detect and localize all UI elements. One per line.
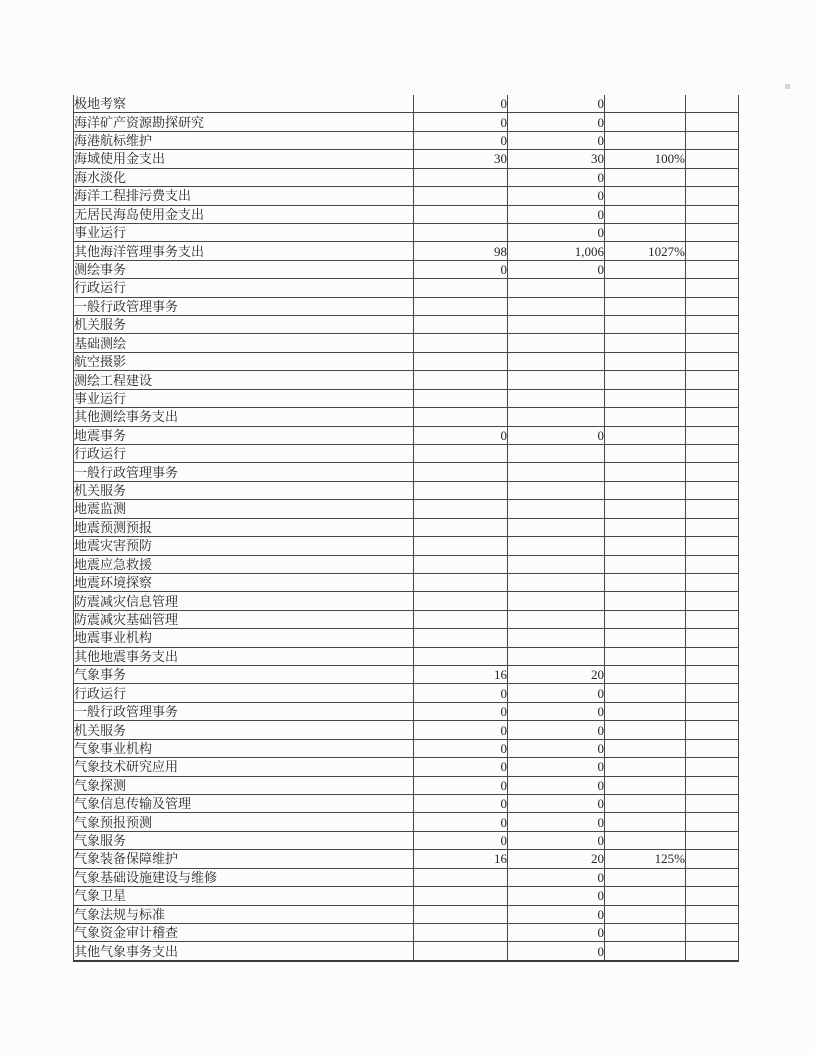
ratio-cell bbox=[605, 887, 686, 905]
ratio-cell bbox=[605, 739, 686, 757]
value1-cell bbox=[414, 408, 508, 426]
empty-cell bbox=[686, 168, 739, 186]
table-row bbox=[74, 666, 739, 684]
empty-cell bbox=[686, 297, 739, 315]
value1-cell bbox=[414, 279, 508, 297]
budget-table-body bbox=[74, 95, 739, 961]
table-row bbox=[74, 371, 739, 389]
value1-cell bbox=[414, 610, 508, 628]
empty-cell bbox=[686, 95, 739, 113]
ratio-cell bbox=[605, 721, 686, 739]
table-row bbox=[74, 205, 739, 223]
row-label-cell: 其他地震事务支出 bbox=[74, 647, 414, 665]
row-label-cell: 气象事业机构 bbox=[74, 739, 414, 757]
table-row bbox=[74, 150, 739, 168]
empty-cell bbox=[686, 758, 739, 776]
ratio-cell bbox=[605, 168, 686, 186]
row-label-cell: 地震环境探察 bbox=[74, 573, 414, 591]
table-row bbox=[74, 168, 739, 186]
value2-cell bbox=[508, 481, 605, 499]
value1-cell bbox=[414, 537, 508, 555]
empty-cell bbox=[686, 187, 739, 205]
row-label-cell: 测绘事务 bbox=[74, 260, 414, 278]
empty-cell bbox=[686, 721, 739, 739]
row-label-cell: 气象装备保障维护 bbox=[74, 850, 414, 868]
value2-cell bbox=[508, 610, 605, 628]
row-label-cell: 气象法规与标准 bbox=[74, 905, 414, 923]
value2-cell: 0 bbox=[508, 684, 605, 702]
empty-cell bbox=[686, 555, 739, 573]
value2-cell bbox=[508, 463, 605, 481]
table-row bbox=[74, 610, 739, 628]
row-label-cell: 地震应急救援 bbox=[74, 555, 414, 573]
empty-cell bbox=[686, 131, 739, 149]
value2-cell: 0 bbox=[508, 923, 605, 941]
value1-cell: 16 bbox=[414, 850, 508, 868]
ratio-cell bbox=[605, 555, 686, 573]
table-row bbox=[74, 905, 739, 923]
value1-cell bbox=[414, 205, 508, 223]
row-label-cell: 一般行政管理事务 bbox=[74, 463, 414, 481]
value2-cell: 0 bbox=[508, 113, 605, 131]
value2-cell bbox=[508, 647, 605, 665]
value1-cell bbox=[414, 334, 508, 352]
value2-cell: 0 bbox=[508, 131, 605, 149]
ratio-cell bbox=[605, 371, 686, 389]
empty-cell bbox=[686, 666, 739, 684]
value2-cell: 0 bbox=[508, 721, 605, 739]
table-row bbox=[74, 813, 739, 831]
ratio-cell bbox=[605, 334, 686, 352]
table-row bbox=[74, 573, 739, 591]
value2-cell bbox=[508, 316, 605, 334]
value1-cell bbox=[414, 629, 508, 647]
value2-cell: 0 bbox=[508, 702, 605, 720]
row-label-cell: 其他测绘事务支出 bbox=[74, 408, 414, 426]
ratio-cell bbox=[605, 573, 686, 591]
value2-cell bbox=[508, 297, 605, 315]
empty-cell bbox=[686, 352, 739, 370]
row-label-cell: 机关服务 bbox=[74, 721, 414, 739]
ratio-cell bbox=[605, 131, 686, 149]
empty-cell bbox=[686, 316, 739, 334]
value1-cell: 0 bbox=[414, 739, 508, 757]
ratio-cell bbox=[605, 923, 686, 941]
value1-cell bbox=[414, 187, 508, 205]
table-row bbox=[74, 463, 739, 481]
value1-cell bbox=[414, 389, 508, 407]
value1-cell: 0 bbox=[414, 426, 508, 444]
value2-cell: 0 bbox=[508, 795, 605, 813]
value2-cell: 0 bbox=[508, 758, 605, 776]
table-row bbox=[74, 297, 739, 315]
value2-cell bbox=[508, 500, 605, 518]
empty-cell bbox=[686, 260, 739, 278]
ratio-cell bbox=[605, 279, 686, 297]
value1-cell: 0 bbox=[414, 831, 508, 849]
value1-cell: 0 bbox=[414, 813, 508, 831]
table-row bbox=[74, 795, 739, 813]
ratio-cell bbox=[605, 223, 686, 241]
table-row bbox=[74, 555, 739, 573]
row-label-cell: 气象预报预测 bbox=[74, 813, 414, 831]
value1-cell bbox=[414, 445, 508, 463]
value1-cell bbox=[414, 905, 508, 923]
value1-cell: 0 bbox=[414, 113, 508, 131]
value1-cell: 0 bbox=[414, 95, 508, 113]
row-label-cell: 行政运行 bbox=[74, 279, 414, 297]
table-row bbox=[74, 95, 739, 113]
ratio-cell bbox=[605, 831, 686, 849]
ratio-cell bbox=[605, 647, 686, 665]
empty-cell bbox=[686, 610, 739, 628]
row-label-cell: 海港航标维护 bbox=[74, 131, 414, 149]
value1-cell: 0 bbox=[414, 776, 508, 794]
ratio-cell bbox=[605, 352, 686, 370]
value1-cell bbox=[414, 168, 508, 186]
table-row bbox=[74, 260, 739, 278]
empty-cell bbox=[686, 445, 739, 463]
value1-cell bbox=[414, 647, 508, 665]
value1-cell bbox=[414, 868, 508, 886]
table-row bbox=[74, 187, 739, 205]
value1-cell bbox=[414, 592, 508, 610]
value1-cell bbox=[414, 887, 508, 905]
value2-cell: 0 bbox=[508, 426, 605, 444]
ratio-cell bbox=[605, 518, 686, 536]
value1-cell bbox=[414, 923, 508, 941]
table-row bbox=[74, 334, 739, 352]
ratio-cell bbox=[605, 316, 686, 334]
ratio-cell bbox=[605, 297, 686, 315]
empty-cell bbox=[686, 592, 739, 610]
table-row bbox=[74, 408, 739, 426]
ratio-cell bbox=[605, 408, 686, 426]
table-row bbox=[74, 279, 739, 297]
value1-cell bbox=[414, 297, 508, 315]
empty-cell bbox=[686, 150, 739, 168]
value2-cell bbox=[508, 334, 605, 352]
empty-cell bbox=[686, 831, 739, 849]
ratio-cell: 125% bbox=[605, 850, 686, 868]
ratio-cell bbox=[605, 702, 686, 720]
table-row bbox=[74, 721, 739, 739]
row-label-cell: 事业运行 bbox=[74, 389, 414, 407]
value2-cell bbox=[508, 592, 605, 610]
ratio-cell: 1027% bbox=[605, 242, 686, 260]
value2-cell: 0 bbox=[508, 187, 605, 205]
value1-cell: 16 bbox=[414, 666, 508, 684]
value2-cell: 20 bbox=[508, 666, 605, 684]
ratio-cell bbox=[605, 592, 686, 610]
ratio-cell bbox=[605, 260, 686, 278]
value2-cell: 0 bbox=[508, 776, 605, 794]
row-label-cell: 气象基础设施建设与维修 bbox=[74, 868, 414, 886]
value1-cell bbox=[414, 500, 508, 518]
ratio-cell bbox=[605, 629, 686, 647]
value1-cell bbox=[414, 371, 508, 389]
value1-cell bbox=[414, 573, 508, 591]
value2-cell: 0 bbox=[508, 260, 605, 278]
row-label-cell: 海水淡化 bbox=[74, 168, 414, 186]
table-row bbox=[74, 518, 739, 536]
table-row bbox=[74, 316, 739, 334]
table-row bbox=[74, 758, 739, 776]
table-row bbox=[74, 389, 739, 407]
empty-cell bbox=[686, 795, 739, 813]
ratio-cell bbox=[605, 666, 686, 684]
ratio-cell bbox=[605, 813, 686, 831]
row-label-cell: 无居民海岛使用金支出 bbox=[74, 205, 414, 223]
value2-cell: 30 bbox=[508, 150, 605, 168]
row-label-cell: 极地考察 bbox=[74, 95, 414, 113]
row-label-cell: 海洋矿产资源勘探研究 bbox=[74, 113, 414, 131]
empty-cell bbox=[686, 518, 739, 536]
value2-cell bbox=[508, 555, 605, 573]
table-row bbox=[74, 629, 739, 647]
table-row bbox=[74, 481, 739, 499]
value2-cell: 20 bbox=[508, 850, 605, 868]
row-label-cell: 地震预测预报 bbox=[74, 518, 414, 536]
empty-cell bbox=[686, 573, 739, 591]
value1-cell: 98 bbox=[414, 242, 508, 260]
value2-cell bbox=[508, 518, 605, 536]
empty-cell bbox=[686, 905, 739, 923]
row-label-cell: 防震减灾信息管理 bbox=[74, 592, 414, 610]
value2-cell: 0 bbox=[508, 813, 605, 831]
value1-cell bbox=[414, 555, 508, 573]
empty-cell bbox=[686, 813, 739, 831]
row-label-cell: 地震事务 bbox=[74, 426, 414, 444]
table-row bbox=[74, 868, 739, 886]
empty-cell bbox=[686, 426, 739, 444]
ratio-cell bbox=[605, 537, 686, 555]
ratio-cell bbox=[605, 389, 686, 407]
value2-cell bbox=[508, 389, 605, 407]
empty-cell bbox=[686, 629, 739, 647]
empty-cell bbox=[686, 389, 739, 407]
value1-cell bbox=[414, 942, 508, 961]
table-row bbox=[74, 887, 739, 905]
ratio-cell bbox=[605, 684, 686, 702]
row-label-cell: 行政运行 bbox=[74, 684, 414, 702]
row-label-cell: 机关服务 bbox=[74, 316, 414, 334]
empty-cell bbox=[686, 279, 739, 297]
table-row bbox=[74, 445, 739, 463]
value2-cell bbox=[508, 352, 605, 370]
row-label-cell: 气象卫星 bbox=[74, 887, 414, 905]
row-label-cell: 气象服务 bbox=[74, 831, 414, 849]
value2-cell: 0 bbox=[508, 223, 605, 241]
budget-table bbox=[73, 95, 739, 962]
value2-cell: 0 bbox=[508, 942, 605, 961]
row-label-cell: 其他气象事务支出 bbox=[74, 942, 414, 961]
row-label-cell: 气象技术研究应用 bbox=[74, 758, 414, 776]
row-label-cell: 基础测绘 bbox=[74, 334, 414, 352]
row-label-cell: 气象信息传输及管理 bbox=[74, 795, 414, 813]
ratio-cell bbox=[605, 758, 686, 776]
empty-cell bbox=[686, 223, 739, 241]
empty-cell bbox=[686, 334, 739, 352]
table-row bbox=[74, 500, 739, 518]
empty-cell bbox=[686, 463, 739, 481]
table-row bbox=[74, 776, 739, 794]
row-label-cell: 行政运行 bbox=[74, 445, 414, 463]
row-label-cell: 气象资金审计稽查 bbox=[74, 923, 414, 941]
value1-cell bbox=[414, 316, 508, 334]
table-row bbox=[74, 684, 739, 702]
ratio-cell bbox=[605, 500, 686, 518]
row-label-cell: 地震监测 bbox=[74, 500, 414, 518]
empty-cell bbox=[686, 868, 739, 886]
ratio-cell bbox=[605, 187, 686, 205]
value1-cell: 30 bbox=[414, 150, 508, 168]
empty-cell bbox=[686, 684, 739, 702]
empty-cell bbox=[686, 850, 739, 868]
row-label-cell: 测绘工程建设 bbox=[74, 371, 414, 389]
table-row bbox=[74, 831, 739, 849]
value2-cell bbox=[508, 445, 605, 463]
empty-cell bbox=[686, 481, 739, 499]
table-row bbox=[74, 223, 739, 241]
value1-cell bbox=[414, 223, 508, 241]
ratio-cell bbox=[605, 942, 686, 961]
table-row bbox=[74, 131, 739, 149]
table-row bbox=[74, 352, 739, 370]
table-row bbox=[74, 923, 739, 941]
row-label-cell: 机关服务 bbox=[74, 481, 414, 499]
value2-cell bbox=[508, 629, 605, 647]
value2-cell bbox=[508, 408, 605, 426]
ratio-cell bbox=[605, 610, 686, 628]
value1-cell: 0 bbox=[414, 758, 508, 776]
empty-cell bbox=[686, 500, 739, 518]
ratio-cell bbox=[605, 95, 686, 113]
row-label-cell: 海域使用金支出 bbox=[74, 150, 414, 168]
table-row bbox=[74, 942, 739, 961]
ratio-cell: 100% bbox=[605, 150, 686, 168]
value1-cell bbox=[414, 481, 508, 499]
row-label-cell: 气象事务 bbox=[74, 666, 414, 684]
table-row bbox=[74, 702, 739, 720]
value2-cell bbox=[508, 279, 605, 297]
row-label-cell: 一般行政管理事务 bbox=[74, 297, 414, 315]
empty-cell bbox=[686, 776, 739, 794]
value1-cell bbox=[414, 352, 508, 370]
value2-cell: 0 bbox=[508, 739, 605, 757]
value1-cell: 0 bbox=[414, 702, 508, 720]
ratio-cell bbox=[605, 113, 686, 131]
value1-cell bbox=[414, 463, 508, 481]
scan-artifact-dot bbox=[785, 84, 790, 89]
value2-cell bbox=[508, 371, 605, 389]
ratio-cell bbox=[605, 868, 686, 886]
empty-cell bbox=[686, 242, 739, 260]
value1-cell: 0 bbox=[414, 721, 508, 739]
value2-cell bbox=[508, 573, 605, 591]
row-label-cell: 海洋工程排污费支出 bbox=[74, 187, 414, 205]
empty-cell bbox=[686, 647, 739, 665]
row-label-cell: 事业运行 bbox=[74, 223, 414, 241]
row-label-cell: 一般行政管理事务 bbox=[74, 702, 414, 720]
table-row bbox=[74, 242, 739, 260]
row-label-cell: 航空摄影 bbox=[74, 352, 414, 370]
empty-cell bbox=[686, 113, 739, 131]
table-row bbox=[74, 850, 739, 868]
value2-cell: 0 bbox=[508, 168, 605, 186]
empty-cell bbox=[686, 739, 739, 757]
ratio-cell bbox=[605, 776, 686, 794]
value2-cell: 1,006 bbox=[508, 242, 605, 260]
ratio-cell bbox=[605, 445, 686, 463]
ratio-cell bbox=[605, 205, 686, 223]
table-row bbox=[74, 592, 739, 610]
value2-cell: 0 bbox=[508, 887, 605, 905]
empty-cell bbox=[686, 537, 739, 555]
value2-cell: 0 bbox=[508, 831, 605, 849]
row-label-cell: 防震减灾基础管理 bbox=[74, 610, 414, 628]
table-row bbox=[74, 537, 739, 555]
ratio-cell bbox=[605, 795, 686, 813]
empty-cell bbox=[686, 371, 739, 389]
value2-cell: 0 bbox=[508, 95, 605, 113]
empty-cell bbox=[686, 205, 739, 223]
value1-cell: 0 bbox=[414, 795, 508, 813]
ratio-cell bbox=[605, 426, 686, 444]
value1-cell: 0 bbox=[414, 131, 508, 149]
value1-cell: 0 bbox=[414, 260, 508, 278]
table-row bbox=[74, 113, 739, 131]
empty-cell bbox=[686, 408, 739, 426]
value1-cell: 0 bbox=[414, 684, 508, 702]
row-label-cell: 气象探测 bbox=[74, 776, 414, 794]
empty-cell bbox=[686, 942, 739, 961]
value2-cell bbox=[508, 537, 605, 555]
value2-cell: 0 bbox=[508, 205, 605, 223]
empty-cell bbox=[686, 887, 739, 905]
row-label-cell: 地震事业机构 bbox=[74, 629, 414, 647]
row-label-cell: 其他海洋管理事务支出 bbox=[74, 242, 414, 260]
ratio-cell bbox=[605, 481, 686, 499]
ratio-cell bbox=[605, 905, 686, 923]
empty-cell bbox=[686, 923, 739, 941]
table-row bbox=[74, 426, 739, 444]
ratio-cell bbox=[605, 463, 686, 481]
row-label-cell: 地震灾害预防 bbox=[74, 537, 414, 555]
value2-cell: 0 bbox=[508, 905, 605, 923]
table-row bbox=[74, 647, 739, 665]
value2-cell: 0 bbox=[508, 868, 605, 886]
empty-cell bbox=[686, 702, 739, 720]
table-row bbox=[74, 739, 739, 757]
value1-cell bbox=[414, 518, 508, 536]
